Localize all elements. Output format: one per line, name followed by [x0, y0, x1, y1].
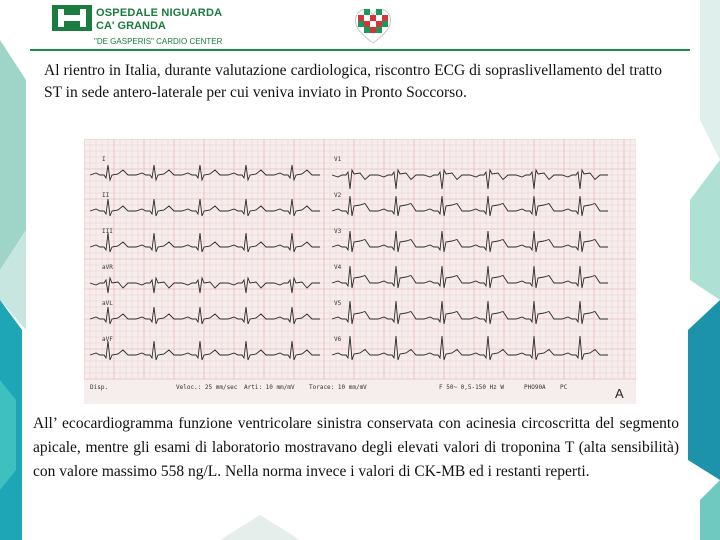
logo-text-line2: CA' GRANDA	[96, 20, 166, 32]
paragraph-echo-findings: All’ ecocardiogramma funzione ventricolare sinistra conservata con acinesia circoscritta del segmento apicale, mentre gli esami di laboratorio mostravano degli elevati valori di troponina T (alta sensibilità) con valore massimo 558 ng/L. Nella norma invece i valori di CK-MB ed i restanti reperti.	[33, 415, 679, 480]
paragraph-ecg-finding: Al rientro in Italia, durante valutazione cardiologica, riscontro ECG di sopraslivellamento del tratto ST in sede antero-laterale per cui veniva inviato in Pronto Soccorso.	[44, 62, 662, 101]
ecg-lead-label: V3	[334, 228, 342, 235]
ecg-lead-label: V2	[334, 192, 342, 199]
ecg-lead-label: V6	[334, 336, 342, 343]
ecg-footer-model: PHO90A	[524, 384, 546, 391]
right-deco-bottom	[700, 480, 720, 540]
heart-emblem-icon	[352, 5, 394, 45]
ecg-footer-chest: Torace: 10 mm/mV	[309, 384, 367, 391]
logo-mark-icon	[52, 5, 92, 31]
bottom-deco	[220, 515, 300, 540]
ecg-lead-label: I	[102, 156, 106, 163]
ecg-tracing-image	[84, 139, 636, 404]
ecg-footer-left: Disp.	[90, 384, 109, 391]
ecg-panel-label: A	[615, 386, 624, 401]
ecg-footer-limb: Arti: 10 mm/mV	[244, 384, 295, 391]
ecg-lead-label: V5	[334, 300, 342, 307]
hospital-logo	[52, 5, 272, 47]
ecg-lead-label: V1	[334, 156, 342, 163]
logo-text-line1: OSPEDALE NIGUARDA	[96, 7, 223, 19]
ecg-lead-label: III	[102, 228, 113, 235]
ecg-lead-label: aVL	[102, 300, 113, 307]
right-deco-upper	[690, 160, 720, 300]
right-deco-top	[700, 0, 720, 160]
ecg-lead-label: V4	[334, 264, 342, 271]
ecg-lead-label: aVF	[102, 336, 113, 343]
ecg-footer-code: PC	[560, 384, 568, 391]
logo-text-line3: "DE GASPERIS" CARDIO CENTER	[94, 37, 223, 46]
ecg-grid	[84, 139, 636, 379]
ecg-footer-filter: F 50~ 0,5-150 Hz W	[439, 384, 505, 391]
ecg-lead-label: II	[102, 192, 110, 199]
ecg-lead-label: aVR	[102, 264, 113, 271]
header-divider	[30, 49, 690, 51]
ecg-footer-speed: Veloc.: 25 mm/sec	[176, 384, 238, 391]
left-deco-upper	[0, 40, 26, 270]
right-deco-lower	[688, 300, 720, 480]
